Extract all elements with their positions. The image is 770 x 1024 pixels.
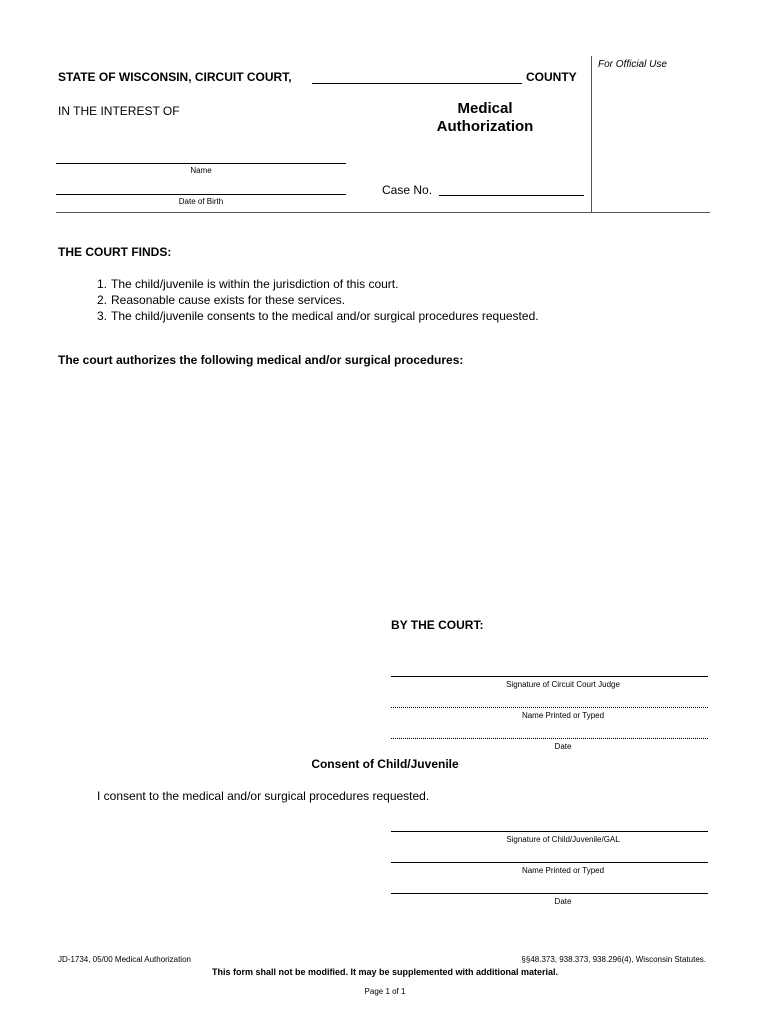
- procedures-area[interactable]: [58, 375, 708, 605]
- name-field[interactable]: [56, 163, 346, 164]
- consent-heading: Consent of Child/Juvenile: [311, 757, 459, 771]
- form-title: [420, 100, 550, 136]
- form-title-line2: Authorization: [436, 118, 534, 135]
- findings-item-text: The child/juvenile consents to the medical and/or surgical procedures requested.: [111, 309, 539, 323]
- dob-field[interactable]: [56, 194, 346, 195]
- county-label: COUNTY: [526, 70, 577, 84]
- findings-item: [97, 308, 539, 324]
- findings-item-text: The child/juvenile is within the jurisdiction of this court.: [111, 277, 399, 291]
- judge-signature-label: Signature of Circuit Court Judge: [506, 680, 620, 689]
- judge-name-label: Name Printed or Typed: [521, 711, 605, 720]
- consent-date-label: Date: [554, 897, 572, 906]
- judge-date-field[interactable]: [391, 738, 708, 739]
- form-id: JD-1734, 05/00 Medical Authorization: [58, 955, 191, 964]
- official-use-divider: [591, 56, 592, 212]
- county-name-field[interactable]: [312, 83, 522, 84]
- modification-notice: This form shall not be modified. It may be supplemented with additional material.: [211, 967, 559, 977]
- header-bottom-rule: [56, 212, 710, 213]
- name-label: Name: [190, 166, 212, 175]
- judge-name-field[interactable]: [391, 707, 708, 708]
- findings-item-number: 2.: [97, 293, 108, 307]
- consent-signature-label: Signature of Child/Juvenile/GAL: [506, 835, 620, 844]
- form-title-line1: Medical: [457, 100, 513, 117]
- by-court-heading: BY THE COURT:: [391, 618, 484, 632]
- statutes-reference: §§48.373, 938.373, 938.296(4), Wisconsin Statutes.: [521, 955, 706, 964]
- state-court-label: STATE OF WISCONSIN, CIRCUIT COURT,: [58, 70, 292, 84]
- consent-signature-field[interactable]: [391, 831, 708, 832]
- findings-item: [97, 292, 539, 308]
- findings-item-number: 3.: [97, 309, 108, 323]
- findings-item-number: 1.: [97, 277, 108, 291]
- findings-heading: THE COURT FINDS:: [58, 245, 172, 259]
- page-number: Page 1 of 1: [364, 987, 406, 996]
- dob-label: Date of Birth: [178, 197, 224, 206]
- findings-list: [97, 276, 539, 324]
- in-interest-label: IN THE INTEREST OF: [58, 104, 180, 118]
- consent-statement: I consent to the medical and/or surgical procedures requested.: [97, 789, 430, 803]
- findings-item: [97, 276, 539, 292]
- authorization-heading: The court authorizes the following medical and/or surgical procedures:: [58, 353, 464, 367]
- findings-item-text: Reasonable cause exists for these services.: [111, 293, 346, 307]
- case-no-label: Case No.: [382, 183, 433, 197]
- consent-name-label: Name Printed or Typed: [521, 866, 605, 875]
- consent-name-field[interactable]: [391, 862, 708, 863]
- consent-date-field[interactable]: [391, 893, 708, 894]
- judge-signature-field[interactable]: [391, 676, 708, 677]
- case-no-field[interactable]: [439, 195, 584, 196]
- official-use-label: For Official Use: [598, 59, 667, 70]
- judge-date-label: Date: [554, 742, 572, 751]
